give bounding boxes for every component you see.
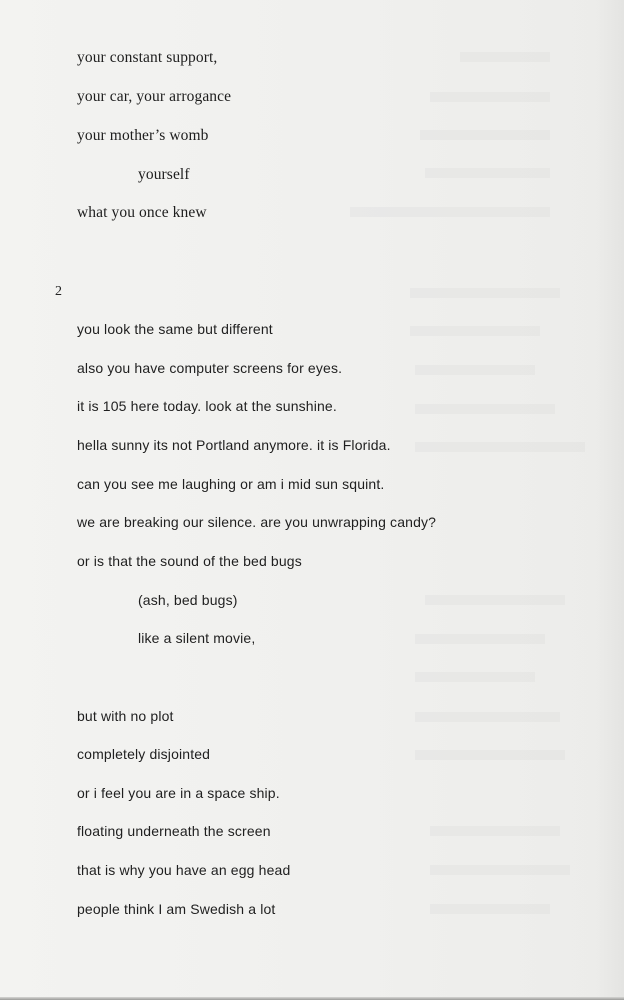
bleed-through-line — [415, 634, 545, 644]
bleed-through-line — [415, 404, 555, 414]
section-number: 2 — [55, 284, 62, 299]
poem-line: completely disjointed — [77, 746, 211, 762]
poem-line: also you have computer screens for eyes. — [77, 360, 343, 376]
poem-line: we are breaking our silence. are you unwrapping candy? — [77, 514, 437, 530]
bleed-through-line — [430, 92, 550, 102]
poem-line: hella sunny its not Portland anymore. it is Florida. — [77, 437, 391, 453]
poem-line: your car, your arrogance — [77, 88, 232, 105]
poem-line: that is why you have an egg head — [77, 862, 291, 878]
bleed-through-line — [415, 442, 585, 452]
bleed-through-line — [350, 207, 550, 217]
bleed-through-line — [415, 712, 560, 722]
poem-line: or is that the sound of the bed bugs — [77, 553, 302, 569]
poem-line-indented: (ash, bed bugs) — [138, 592, 238, 608]
poem-line: what you once knew — [77, 204, 207, 221]
poem-line: people think I am Swedish a lot — [77, 901, 276, 917]
poem-line-indented: like a silent movie, — [138, 630, 256, 646]
bleed-through-line — [415, 365, 535, 375]
poem-line: but with no plot — [77, 708, 174, 724]
bleed-through-line — [430, 826, 560, 836]
poem-line: it is 105 here today. look at the sunshine. — [77, 398, 337, 414]
poem-line: your constant support, — [77, 49, 218, 66]
bleed-through-line — [415, 672, 535, 682]
poem-line-indented: yourself — [138, 166, 190, 183]
bleed-through-line — [425, 595, 565, 605]
bleed-through-line — [430, 904, 550, 914]
poem-line: your mother’s womb — [77, 127, 209, 144]
bleed-through-line — [425, 168, 550, 178]
poem-line: you look the same but different — [77, 321, 273, 337]
page-edge-shadow — [594, 0, 624, 1000]
bleed-through-line — [410, 288, 560, 298]
poem-line: floating underneath the screen — [77, 823, 271, 839]
poem-line: can you see me laughing or am i mid sun squint. — [77, 476, 385, 492]
poem-line: or i feel you are in a space ship. — [77, 785, 280, 801]
bleed-through-line — [420, 130, 550, 140]
bleed-through-line — [410, 326, 540, 336]
bleed-through-line — [430, 865, 570, 875]
bleed-through-line — [460, 52, 550, 62]
bleed-through-line — [415, 750, 565, 760]
